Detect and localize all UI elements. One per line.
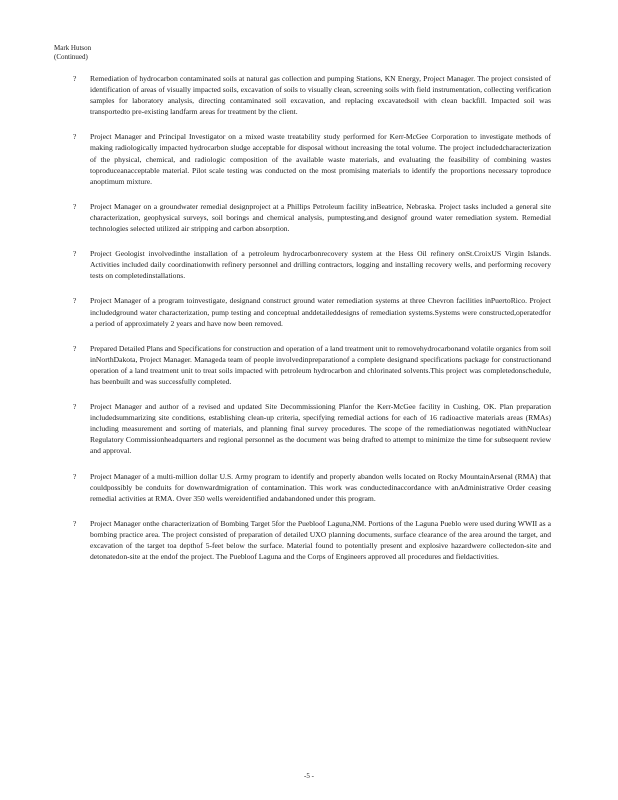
list-item	[73, 248, 551, 281]
project-experience-list	[73, 73, 551, 576]
list-item	[73, 73, 551, 117]
bullet-marker: ?	[73, 402, 77, 412]
page-header	[54, 44, 91, 62]
list-item-text: Project Manager and Principal Investigator on a mixed waste treatability study performed for Kerr-McGee Corporation to investigate methods of making radiologically impacted hydrocarbon sludge acceptable for disposal without increasing the total volume. The project includedcharacterization of the physical, chemical, and radiologic composition of the available waste materials, and evaluating the feasibility of combining wastes toproduceanacceptable material. Pilot scale testing was conducted on the most promising materials to identify the proportions necessary toproduce anoptimum mixture.	[90, 132, 551, 186]
list-item-text: Project Manager onthe characterization of Bombing Target 5for the Puebloof Laguna,NM. Portions of the Laguna Pueblo were used during WWII as a bombing practice area. The project consisted of preparation of detailed UXO planning documents, surface clearance of the area around the target, and excavation of the target toa depthof 5-feet below the surface. Material found to potentially present and explosive hazardwere collectedon-site and detonatedon-site at the endof the project. The Puebloof Laguna and the Corps of Engineers approved all procedures and fieldactivities.	[90, 518, 551, 562]
list-item-text: Project Manager and author of a revised and updated Site Decommissioning Planfor the Kerr-McGee facility in Cushing, OK. Plan preparation includedsummarizing site conditions, establishing clean-up criteria, specifying remedial actions for each of 16 radioactive materials areas (RMAs) including measurement and sorting of materials, and planning final survey procedures. The scope of the remediationwas negotiated withNuclear Regulatory Commissionheadquarters and regional personnel as the document was being drafted to attempt to minimize the time for subsequent review and approval.	[90, 402, 551, 456]
list-item	[73, 131, 551, 186]
list-item-text: Project Geologist involvedinthe installation of a petroleum hydrocarbonrecovery system at the Hess Oil refinery onSt.CroixUS Virgin Islands. Activities included daily coordinationwith refinery personnel and drilling contractors, logging and installing recovery wells, and performing recovery tests on completedinstallations.	[90, 249, 551, 281]
list-item	[73, 201, 551, 234]
list-item	[73, 343, 551, 387]
bullet-marker: ?	[73, 471, 77, 481]
list-item-text: Prepared Detailed Plans and Specifications for construction and operation of a land treatment unit to removehydrocarbonand volatile organics from soil inNorthDakota, Project Manager. Manageda team of people involvedinpreparationof a complete designand specifications package for constructionand operation of a land treatment unit to treat soils impacted with petroleum hydrocarbon and chlorinated solvents.This project was completedonschedule, has beenbuilt and was successfully completed.	[90, 343, 551, 386]
list-item	[73, 471, 551, 504]
bullet-marker: ?	[73, 132, 77, 142]
author-name: Mark Hutson	[54, 44, 92, 52]
list-item	[73, 401, 551, 456]
list-item-text: Project Manager of a multi-million dollar U.S. Army program to identify and properly abandon wells located on Rocky MountainArsenal (RMA) that couldpossibly be conduits for downwardmigration of contamination. This work was conductedinaccordance with anAdministrative Order ceasing remedial activities at RMA. Over 350 wells wereidentified andabandoned under this program.	[90, 471, 551, 503]
list-item	[73, 295, 551, 328]
bullet-marker: ?	[73, 296, 77, 306]
bullet-marker: ?	[73, 74, 77, 83]
page-number: -5 -	[304, 772, 314, 780]
continued-label: (Continued)	[54, 53, 88, 61]
bullet-marker: ?	[73, 518, 77, 528]
list-item-text: Project Manager on a groundwater remedial designproject at a Phillips Petroleum facility inBeatrice, Nebraska. Project tasks included a general site characterization, geophysical surveys, soil borings and chemical analysis, pumptesting,and designof ground water remediation system. Remedial technologies selected utilized air stripping and carbon absorption.	[90, 201, 551, 234]
bullet-marker: ?	[73, 343, 77, 353]
bullet-marker: ?	[73, 201, 77, 211]
list-item-text: Remediation of hydrocarbon contaminated soils at natural gas collection and pumping Stations, KN Energy, Project Manager. The project consisted of identification of areas of visually impacted soils, excavation of soils to visually clean, screening soils with field instrumentation, collecting verification samples for laboratory analysis, directing contaminated soil excavation, and replacing excavatedsoil with clean backfill. Impacted soil was transportedto pre-existing landfarm areas for treatment by the client.	[90, 74, 551, 117]
list-item	[73, 518, 551, 562]
list-item-text: Project Manager of a program toinvestigate, designand construct ground water remediation systems at three Chevron facilities inPuertoRico. Project includedground water characterization, pump testing and conceptual anddetaileddesigns of remediation systems.Systems were constructed,operatedfor a period of approximately 2 years and have now been removed.	[90, 296, 551, 328]
bullet-marker: ?	[73, 249, 77, 259]
